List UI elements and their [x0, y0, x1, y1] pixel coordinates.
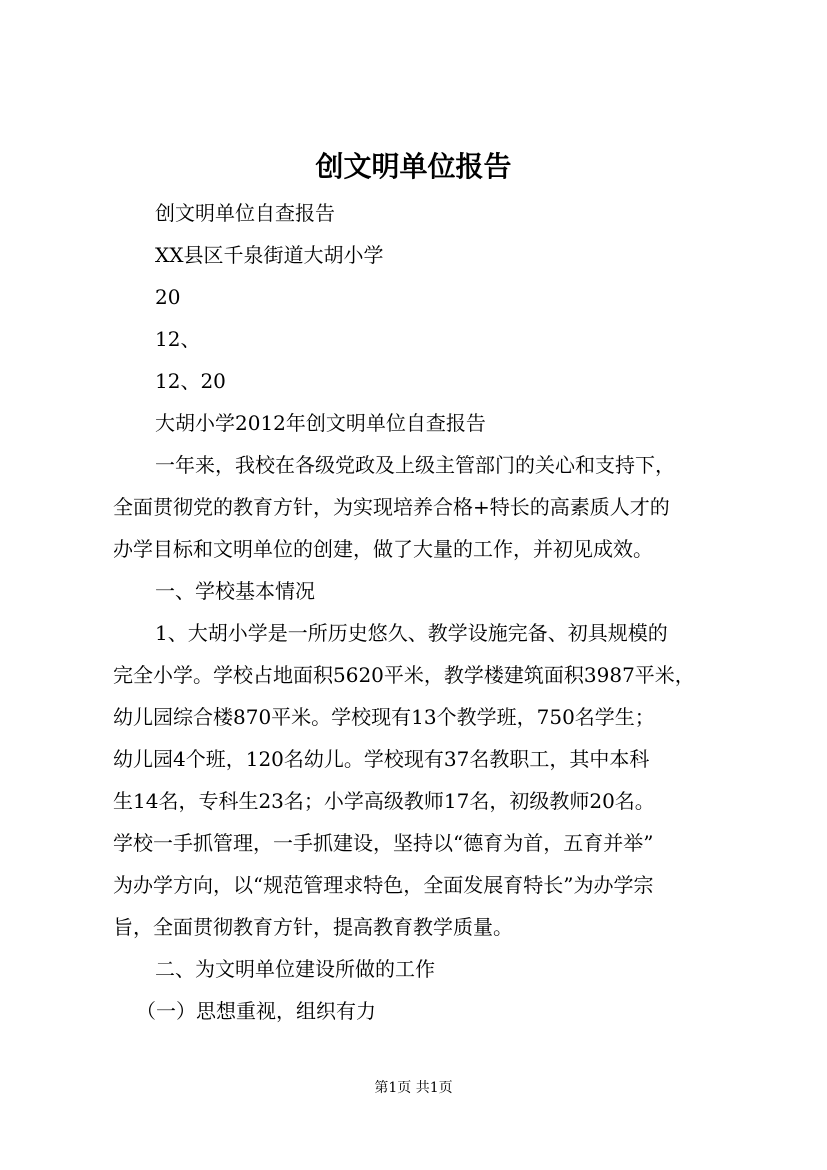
section-heading: 一、学校基本情况 [155, 579, 315, 603]
date-line-3: 12、20 [155, 369, 226, 393]
paragraph-line: 幼儿园综合楼870平米。学校现有13个教学班，750名学生； [113, 705, 655, 729]
section-heading: 二、为文明单位建设所做的工作 [155, 957, 435, 981]
report-heading-line: 大胡小学2012年创文明单位自查报告 [155, 411, 486, 435]
paragraph-line: 旨，全面贯彻教育方针，提高教育教学质量。 [113, 915, 513, 939]
page-footer: 第1页 共1页 [374, 1080, 453, 1096]
date-line-2: 12、 [155, 327, 201, 351]
date-line-1: 20 [155, 285, 181, 309]
school-name-line: XX县区千泉街道大胡小学 [155, 243, 384, 267]
paragraph-line: 一年来，我校在各级党政及上级主管部门的关心和支持下， [155, 453, 675, 477]
page-title: 创文明单位报告 [315, 150, 512, 183]
subtitle-line: 创文明单位自查报告 [155, 201, 335, 225]
subsection-heading: （一）思想重视，组织有力 [136, 999, 376, 1023]
paragraph-line: 幼儿园4个班，120名幼儿。学校现有37名教职工，其中本科 [113, 747, 650, 771]
paragraph-line: 生14名，专科生23名；小学高级教师17名，初级教师20名。 [113, 789, 655, 813]
paragraph-line: 全面贯彻党的教育方针，为实现培养合格+特长的高素质人才的 [113, 495, 670, 519]
paragraph-line: 为办学方向，以“规范管理求特色，全面发展育特长”为办学宗 [113, 873, 654, 897]
paragraph-line: 1、大胡小学是一所历史悠久、教学设施完备、初具规模的 [155, 621, 668, 645]
paragraph-line: 完全小学。学校占地面积5620平米，教学楼建筑面积3987平米， [113, 663, 695, 687]
paragraph-line: 办学目标和文明单位的创建，做了大量的工作，并初见成效。 [113, 537, 653, 561]
paragraph-line: 学校一手抓管理，一手抓建设，坚持以“德育为首，五育并举” [113, 831, 654, 855]
